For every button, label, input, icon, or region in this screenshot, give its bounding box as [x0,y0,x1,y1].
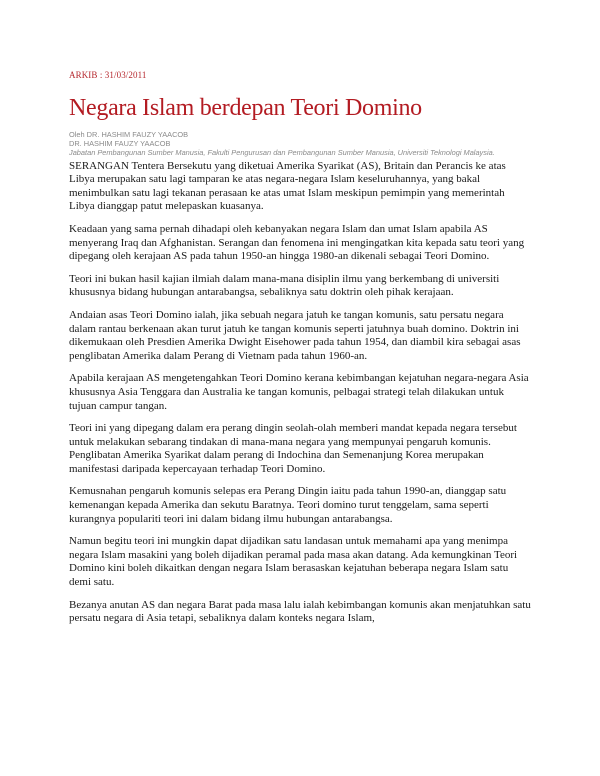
paragraph: Andaian asas Teori Domino ialah, jika sebuah negara jatuh ke tangan komunis, satu persatu negara dalam rantau berkenaan akan turut jatuh ke tangan komunis seperti jatuhnya buah domino. Doktrin ini dikemukaan oleh Presdien Amerika Dwight Eisehower pada tahun 1954, dan diambil kira sebagai asas penglibatan Amerika dalam Perang di Vietnam pada tahun 1960-an. [69,308,521,362]
archive-date-label: ARKIB : 31/03/2011 [69,70,147,80]
paragraph: Teori ini yang dipegang dalam era perang dingin seolah-olah memberi mandat kepada negara tersebut untuk melakukan sebarang tindakan di mana-mana negara yang mempunyai pengaruh komunis. Penglibatan Amerika Syarikat dalam perang di Indochina dan Semenanjung Korea merupakan manifestasi daripada kepercayaan terhadap Teori Domino. [69,422,517,475]
paragraph: Namun begitu teori ini mungkin dapat dijadikan satu landasan untuk memahami apa yang menimpa negara Islam masakini yang boleh dijadikan peramal pada masa akan datang. Ada kemungkinan Teori Domino kini boleh dikaitkan dengan negara Islam berasaskan kejatuhan beberapa negara Islam satu demi satu. [69,535,518,589]
article-title: Negara Islam berdepan Teori Domino [69,95,422,121]
article-page [69,70,531,635]
author-line: Oleh DR. HASHIM FAUZY YAACOB [69,130,189,139]
byline [69,130,531,158]
paragraph: SERANGAN Tentera Bersekutu yang diketuai Amerika Syarikat (AS), Britain dan Perancis ke atas Libya merupakan satu lagi tamparan ke atas negara-negara Islam keseluruhannya, yang bakal menimbulkan satu lagi tekanan perasaan ke atas umat Islam meskipun pemimpin yang memerintah Libya dianggap patut melepaskan kuasanya. [69,159,506,213]
author-name: DR. HASHIM FAUZY YAACOB [69,139,171,149]
paragraph: Apabila kerajaan AS mengetengahkan Teori Domino kerana kebimbangan kejatuhan negara-negara Asia khususnya Asia Tenggara dan Australia ke tangan komunis, pelbagai strategi telah dilakukan untuk tujuan campur tangan. [69,372,529,412]
author-affiliation: Jabatan Pembangunan Sumber Manusia, Fakulti Pengurusan dan Pembangunan Sumber Manusia, Universiti Teknologi Malaysia. [69,148,495,158]
paragraph: Bezanya anutan AS dan negara Barat pada masa lalu ialah kebimbangan komunis akan menjatuhkan satu persatu negara di Asia tetapi, sebaliknya dalam konteks negara Islam, [69,598,531,625]
paragraph: Teori ini bukan hasil kajian ilmiah dalam mana-mana disiplin ilmu yang berkembang di universiti khususnya bidang hubungan antarabangsa, sebaliknya satu doktrin oleh pihak kerajaan. [69,272,500,299]
paragraph: Kemusnahan pengaruh komunis selepas era Perang Dingin iaitu pada tahun 1990-an, dianggap satu kemenangan kepada Amerika dan sekutu Baratnya. Teori domino turut tenggelam, sama seperti kurangnya populariti teori ini dalam bidang ilmu hubungan antarabangsa. [69,485,507,525]
paragraph: Keadaan yang sama pernah dihadapi oleh kebanyakan negara Islam dan umat Islam apabila AS menyerang Iraq dan Afghanistan. Serangan dan fenomena ini mengingatkan kita kepada satu teori yang dipegang oleh kerajaan AS pada tahun 1950-an hingga 1980-an dikenali sebagai Teori Domino. [69,222,525,263]
article-body [69,160,531,626]
